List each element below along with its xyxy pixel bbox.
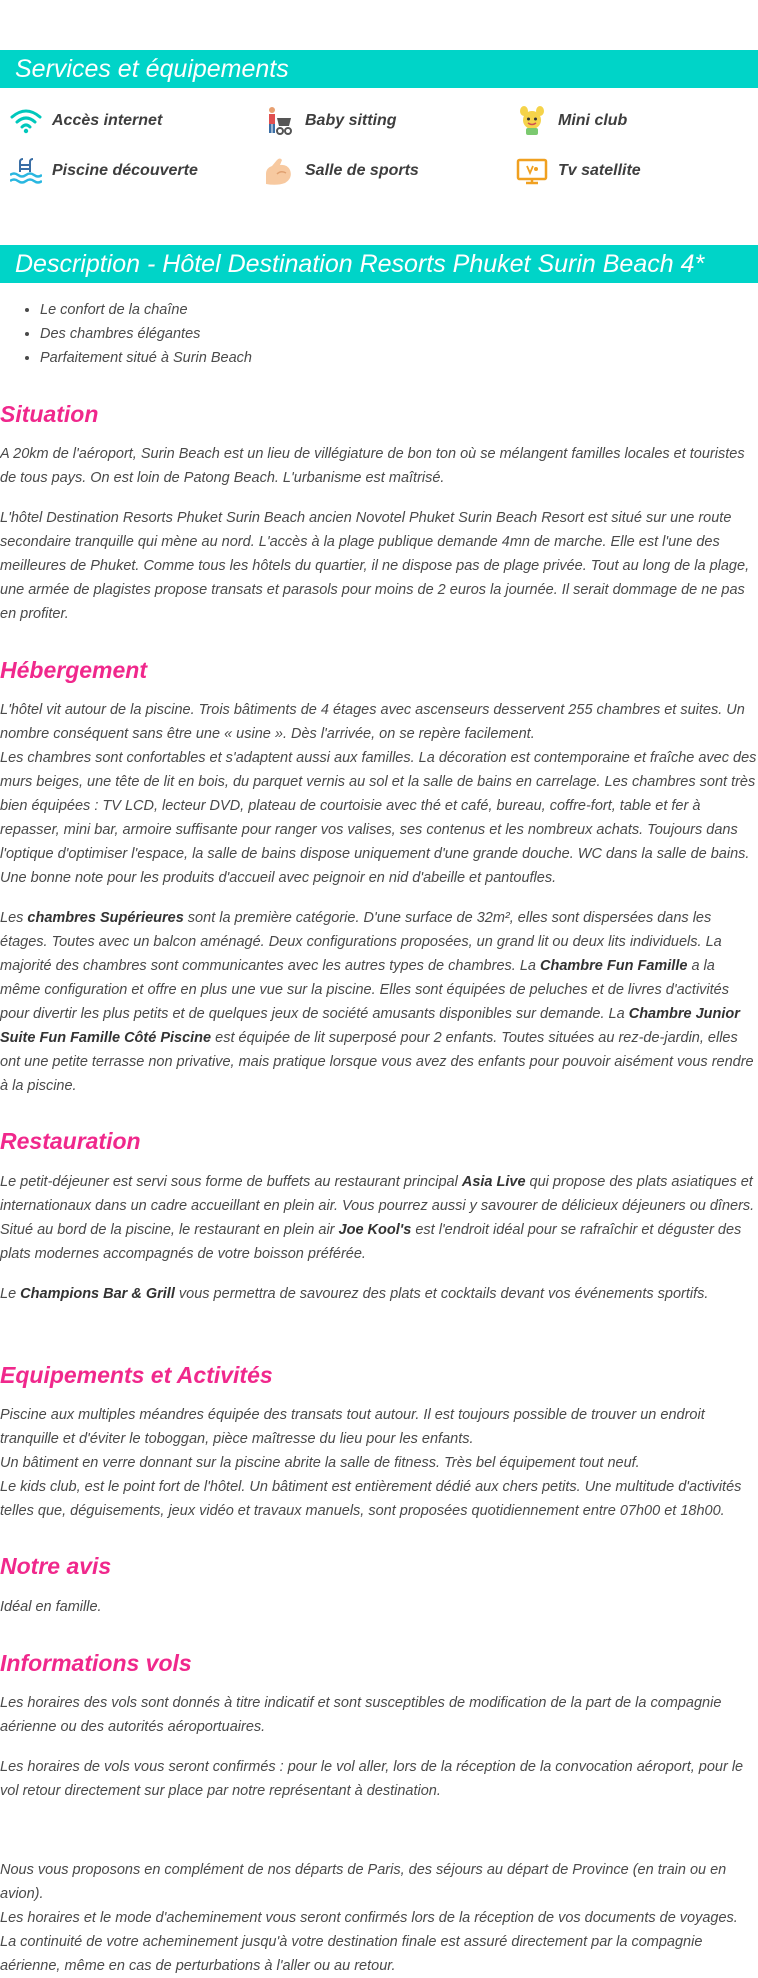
description-bullets xyxy=(0,298,252,370)
restauration-text: qui propose des plats asiatiques et internationaux dans un cadre accueillant en plein air. Vous pourrez aussi y savourer de délicieux déjeuners ou dîners. Situé au bord de la piscine, le restaurant en plein air xyxy=(0,1174,755,1238)
vols-paragraph-2: Les horaires de vols vous seront confirmés : pour le vol aller, lors de la réception de la convocation aéroport, pour le vol retour directement sur place par notre représentant à destination. xyxy=(0,1759,744,1799)
restauration-text: est l'endroit idéal pour se rafraîchir et déguster des plats modernes accompagnés de votre boisson préférée. xyxy=(0,1222,742,1262)
list-item: • Le confort de la chaîne xyxy=(40,298,252,322)
service-label: Tv satellite xyxy=(558,162,641,179)
avis-text: Idéal en famille. xyxy=(0,1599,102,1615)
situation-paragraph-1: A 20km de l'aéroport, Surin Beach est un lieu de villégiature de bon ton où se mélangent familles locales et touristes de tous pays. On est loin de Patong Beach. L'urbanisme est maîtrisé. xyxy=(0,446,745,486)
services-title: Services et équipements xyxy=(0,50,758,88)
room-type: Chambre Junior Suite Fun Famille Côté Piscine xyxy=(0,1006,740,1046)
vols-paragraph-3 xyxy=(0,1858,758,1978)
service-label: Baby sitting xyxy=(305,112,397,129)
list-item: • Parfaitement situé à Surin Beach xyxy=(40,346,252,370)
avis-heading: Notre avis xyxy=(0,1553,112,1579)
service-miniclub xyxy=(516,106,627,136)
wifi-icon xyxy=(10,106,42,136)
restaurant-name: Joe Kool's xyxy=(338,1222,412,1238)
hebergement-paragraph-2 xyxy=(0,906,758,1098)
vols-text: La continuité de votre acheminement jusqu'à votre destination finale est assuré directement par la compagnie aérienne, même en cas de perturbations à l'aller ou au retour. xyxy=(0,1934,703,1974)
hebergement-text: L'hôtel vit autour de la piscine. Trois bâtiments de 4 étages avec ascenseurs desservent 255 chambres et suites. Un nombre conséquent sans être une « usine ». Dès l'arrivée, on se repère facilement. xyxy=(0,702,745,742)
list-item: • Des chambres élégantes xyxy=(40,322,252,346)
hebergement-text: est équipée de lit superposé pour 2 enfants. Toutes situées au rez-de-jardin, elles ont une petite terrasse non privative, mais pratique lorsque vous avez des enfants pour pouvoir aisément vous rendre à la piscine. xyxy=(0,1030,754,1094)
situation-heading: Situation xyxy=(0,401,99,427)
muscle-icon xyxy=(263,156,295,186)
equipements-text: Un bâtiment en verre donnant sur la piscine abrite la salle de fitness. Très bel équipement tout neuf. xyxy=(0,1455,640,1471)
service-pool xyxy=(10,156,198,186)
hebergement-heading: Hébergement xyxy=(0,657,147,683)
equipements-heading: Equipements et Activités xyxy=(0,1362,273,1388)
vols-text: Nous vous proposons en complément de nos départs de Paris, des séjours au départ de Province (en train ou en avion). xyxy=(0,1862,727,1902)
service-gym xyxy=(263,156,419,186)
hebergement-paragraph-1 xyxy=(0,698,758,890)
hebergement-text: Les xyxy=(0,910,28,926)
service-label: Salle de sports xyxy=(305,162,419,179)
restaurant-name: Asia Live xyxy=(461,1174,526,1190)
mascot-icon xyxy=(516,106,548,136)
service-label: Accès internet xyxy=(52,112,163,129)
description-title: Description - Hôtel Destination Resorts Phuket Surin Beach 4* xyxy=(0,245,758,283)
vols-heading: Informations vols xyxy=(0,1650,192,1676)
restauration-paragraph-1 xyxy=(0,1170,758,1266)
equipements-text: Piscine aux multiples méandres équipée des transats tout autour. Il est toujours possible de trouver un endroit tranquille et d'éviter le toboggan, pièce maîtresse du lieu pour les enfants. xyxy=(0,1407,705,1447)
restauration-text: vous permettra de savourez des plats et cocktails devant vos événements sportifs. xyxy=(174,1286,709,1302)
pool-icon xyxy=(10,156,42,186)
restauration-text: Le xyxy=(0,1286,21,1302)
restauration-paragraph-2 xyxy=(0,1282,758,1306)
restauration-heading: Restauration xyxy=(0,1128,141,1154)
service-babysitting xyxy=(263,106,397,136)
hebergement-text: Les chambres sont confortables et s'adaptent aussi aux familles. La décoration est contemporaine et fraîche avec des murs beiges, une tête de lit en bois, du parquet vernis au sol et la salle de bains en carrelage. Les chambres sont très bien équipées : TV LCD, lecteur DVD, plateau de courtoisie avec thé et café, bureau, coffre-fort, table et fer à repasser, mini bar, armoire suffisante pour ranger vos valises, ses contenus et les nombreux achats. Toujours dans l'optique d'optimiser l'espace, la salle de bains dispose uniquement d'une grande douche. WC dans la salle de bains. Une bonne note pour les produits d'accueil avec peignoir en nid d'abeille et pantoufles. xyxy=(0,750,757,886)
vols-text: Les horaires et le mode d'acheminement vous seront confirmés lors de la réception de vos documents de voyages. xyxy=(0,1910,738,1926)
room-type: chambres Supérieures xyxy=(27,910,184,926)
room-type: Chambre Fun Famille xyxy=(539,958,688,974)
equipements-paragraph xyxy=(0,1403,758,1523)
service-label: Mini club xyxy=(558,112,628,129)
stroller-icon xyxy=(263,106,295,136)
service-tv xyxy=(516,156,641,186)
service-label: Piscine découverte xyxy=(52,162,198,179)
tv-icon xyxy=(516,156,548,186)
situation-paragraph-2: L'hôtel Destination Resorts Phuket Surin Beach ancien Novotel Phuket Surin Beach Resort est situé sur une route secondaire tranquille qui mène au nord. L'accès à la plage publique demande 4mn de marche. Elle est l'une des meilleures de Phuket. Comme tous les hôtels du quartier, il ne dispose pas de plage privée. Tout au long de la plage, une armée de plagistes propose transats et parasols pour moins de 2 euros la journée. Il serait dommage de ne pas en profiter. xyxy=(0,510,750,622)
hebergement-text: sont la première catégorie. D'une surface de 32m², elles sont dispersées dans les étages. Toutes avec un balcon aménagé. Deux configurations proposées, un grand lit ou deux lits individuels. La majorité des chambres sont communicantes avec les autres types de chambres. La xyxy=(0,910,722,974)
restauration-text: Le petit-déjeuner est servi sous forme de buffets au restaurant principal xyxy=(0,1174,462,1190)
hebergement-text: a la même configuration et offre en plus une vue sur la piscine. Elles sont équipées de peluches et de livres d'activités pour divertir les plus petits et de quelques jeux de société amusants disponibles sur demande. La xyxy=(0,958,729,1022)
equipements-text: Le kids club, est le point fort de l'hôtel. Un bâtiment est entièrement dédié aux chers petits. Une multitude d'activités telles que, déguisements, jeux vidéo et travaux manuels, sont proposées quotidiennement entre 07h00 et 18h00. xyxy=(0,1479,742,1519)
service-internet xyxy=(10,106,162,136)
restaurant-name: Champions Bar & Grill xyxy=(20,1286,175,1302)
vols-paragraph-1: Les horaires des vols sont donnés à titre indicatif et sont susceptibles de modification de la part de la compagnie aérienne ou des autorités aéroportuaires. xyxy=(0,1695,722,1735)
